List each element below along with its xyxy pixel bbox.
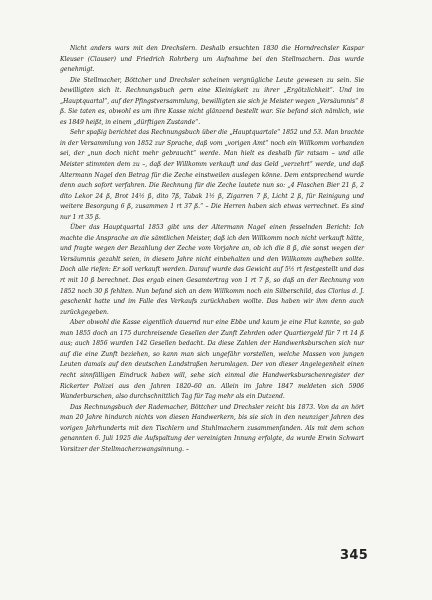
page-number: 345 [340,548,369,563]
paragraph: Nicht anders wars mit den Drechslern. Deshalb ersuchten 1830 die Horndrechsler Kaspar Kleuser (Clauser) und Friedrich Rohrberg um Aufnahme bei den Stellmachern. Das wurde genehmigt. [60,45,364,74]
paragraph: Aber obwohl die Kasse eigentlich dauernd nur eine Ebbe und kaum je eine Flut kannte, so gab man 1855 doch an 175 durchreisende Gesellen der Zunft Zehrden oder Quartiergeld für 7 rt 14 ß aus; auch 1856 wurden 142 Gesellen bedacht. Da diese Zahlen der Handwerksburschen sich nur auf die eine Zunft beziehen, so kann man sich ungefähr vorstellen, welche Massen von jungen Leuten damals auf den deutschen Landstraßen herumlagen. Der von dieser Angelegenheit einen recht sinnfälligen Eindruck haben will, sehe sich einmal die Handwerksburschenregister der Rickerter Polizei aus den Jahren 1820–60 an. Allein im Jahre 1847 meldeten sich 5906 Wanderburschen, also durchschnittlich Tag für Tag mehr als ein Dutzend. [60,319,364,401]
paragraph: Das Rechnungsbuch der Rademacher, Böttcher und Drechsler reicht bis 1873. Von da an hört man 20 Jahre hindurch nichts von diesen Handwerkern, bis sie sich in den neunziger Jahren des vorigen Jahrhunderts mit den Tischlern und Stuhlmachern zusammenfanden. Als mit dem schon genannten 6. Juli 1925 die Aufspaltung der vereinigten Innung erfolgte, da wurde Erwin Schwart Vorsitzer der Stellmacherzwangsinnung. – [60,403,364,453]
paragraph: Über das Hauptquartal 1853 gibt uns der Altermann Nagel einen fesselnden Bericht: Ich machte die Ansprache an die sämtlichen Meister, daß ich den Willkomm noch nicht verkauft hätte, und fragte wegen der Bezahlung der Zeche vom Vorjahre an, ob ich die 8 ß, die sonst wegen der Versäumnis gezahlt seien, in diesem Jahre nicht einbehalten und den Willkomm aufheben sollte. Doch alle riefen: Er soll verkauft werden. Darauf wurde das Gewicht auf 5½ rt festgestellt und das rt mit 10 ß berechnet. Das ergab einen Gesamtertrag von 1 rt 7 ß, so daß an der Rechnung von 1852 noch 30 ß fehlten. Nun befand sich an dem Willkomm noch ein Silberschild, das Clorius d. J. geschenkt hatte und im Falle des Verkaufs zurückhaben wollte. Das haben wir ihm denn auch zurückgegeben. [60,224,364,316]
paragraph: Sehr spaßig berichtet das Rechnungsbuch über die „Hauptquartale“ 1852 und 53. Man brachte in der Versammlung von 1852 zur Sprache, daß vom „vorigen Amt“ noch ein Willkomm vorhanden sei, der „nun doch nicht mehr gebraucht“ werde. Man hielt es deshalb für ratsam – und alle Meister stimmten dem zu –, daß der Willkomm verkauft und das Geld „verzehrt“ werde, und daß Altermann Nagel den Betrag für die Zeche einstweilen auslegen könne. Dem entsprechend wurde denn auch sofort verfahren. Die Rechnung für die Zeche lautete nun so: „4 Flaschen Bier 21 ß, 2 dito Lekor 24 ß, Brot 14½ ß, dito 7ß, Tabak 1½ ß, Zigarren 7 ß, Licht 2 ß, für Reinigung und weitere Besorgung 6 ß, zusammen 1 rt 37 ß.“ – Die Herren haben sich etwas verrechnet. Es sind nur 1 rt 35 ß. [60,129,364,221]
body-text [60,44,364,455]
paragraph: Die Stellmacher, Böttcher und Drechsler scheinen vergnügliche Leute gewesen zu sein. Sie bewilligten sich lt. Rechnungsbuch gern eine Kleinigkeit zu ihrer „Ergötzlichkeit“. Und im „Hauptquartal“, auf der Pfingstversammlung, bewilligten sie sich je Meister wegen „Versäumnis“ 8 ß. Sie taten es, obwohl es um ihre Kasse nicht glänzend bestellt war. Sie befand sich nämlich, wie es 1849 heißt, in einem „dürftigen Zustande“. [60,76,364,126]
